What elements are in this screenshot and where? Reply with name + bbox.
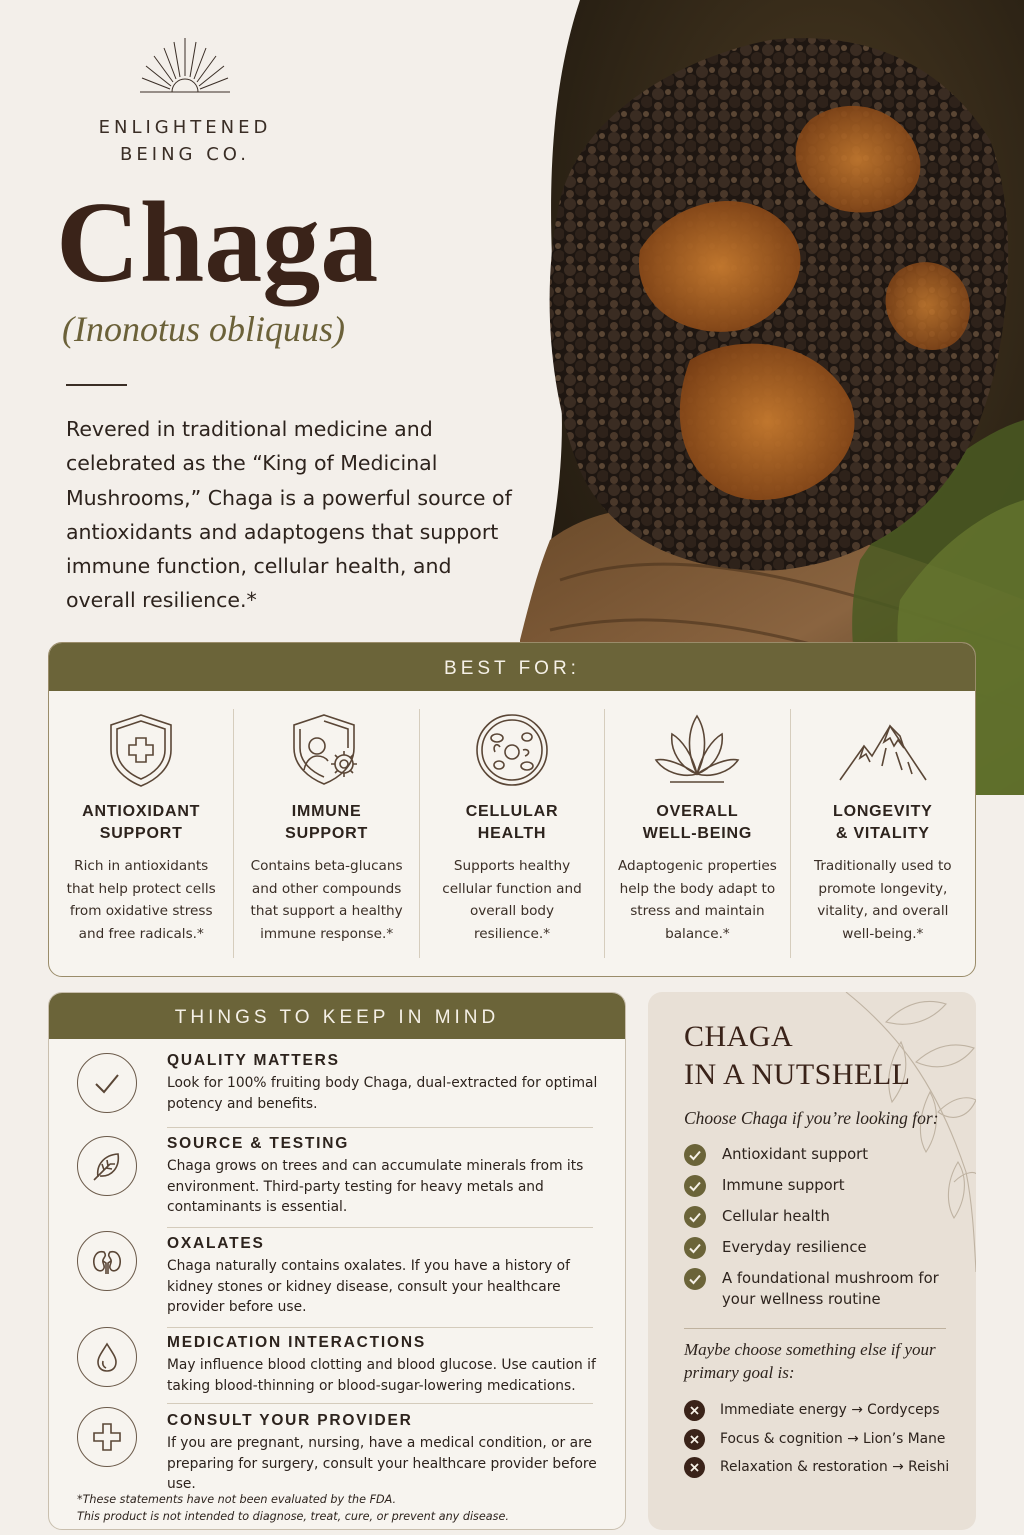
best-for-item-longevity (791, 709, 975, 958)
best-for-desc: Supports healthy cellular function and overall body resilience.* (442, 858, 582, 942)
list-item-label: Immune support (722, 1177, 845, 1194)
list-item (684, 1429, 974, 1449)
best-for-title: IMMUNE SUPPORT (285, 803, 369, 842)
mountain-icon (801, 713, 965, 787)
check-icon (684, 1237, 706, 1259)
x-icon (684, 1429, 705, 1450)
list-item (684, 1457, 974, 1477)
disclaimer-line: *These statements have not been evaluated by the FDA. (77, 1493, 397, 1506)
check-icon (684, 1206, 706, 1228)
list-item-label: Relaxation & restoration → Reishi (720, 1459, 950, 1475)
list-item-label: Cellular health (722, 1208, 830, 1225)
list-item (684, 1206, 964, 1227)
keep-item-body: Chaga naturally contains oxalates. If you have a history of kidney stones or kidney disease, consult your healthcare provider before use. (167, 1258, 570, 1315)
choose-prompt: Choose Chaga if you’re looking for: (684, 1108, 939, 1128)
x-icon (684, 1400, 705, 1421)
best-for-title: OVERALL WELL-BEING (642, 803, 753, 842)
best-for-title: ANTIOXIDANT SUPPORT (82, 803, 201, 842)
medical-cross-icon (77, 1407, 137, 1467)
fda-disclaimer (77, 1491, 617, 1525)
list-item (684, 1144, 964, 1165)
keep-item-title: OXALATES (167, 1235, 265, 1252)
best-for-desc: Adaptogenic properties help the body adapt to stress and maintain balance.* (618, 858, 777, 942)
divider (167, 1227, 593, 1228)
choose-list (684, 1144, 964, 1320)
alternative-prompt: Maybe choose something else if your primary goal is: (684, 1340, 936, 1382)
brand-name: ENLIGHTENED BEING CO. (98, 117, 272, 165)
best-for-desc: Traditionally used to promote longevity, vitality, and overall well-being.* (814, 858, 952, 942)
keep-item-title: CONSULT YOUR PROVIDER (167, 1412, 413, 1429)
keep-in-mind-header: THINGS TO KEEP IN MIND (49, 993, 625, 1039)
list-item (684, 1175, 964, 1196)
checkmark-icon (77, 1053, 137, 1113)
keep-item-body: If you are pregnant, nursing, have a medical condition, or are preparing for surgery, consult your healthcare provider before use. (167, 1435, 597, 1492)
best-for-title: LONGEVITY & VITALITY (833, 803, 933, 842)
best-for-item-wellbeing (605, 709, 790, 958)
best-for-item-antioxidant (49, 709, 234, 958)
divider (167, 1327, 593, 1328)
nutshell-panel (648, 992, 976, 1530)
check-icon (684, 1268, 706, 1290)
shield-gear-icon (244, 713, 408, 787)
lotus-icon (615, 713, 779, 787)
divider (684, 1328, 946, 1329)
list-item-label: Everyday resilience (722, 1239, 867, 1256)
list-item (684, 1237, 964, 1258)
page-title: Chaga (56, 179, 379, 307)
keep-item-body: May influence blood clotting and blood glucose. Use caution if taking blood-thinning or blood-sugar-lowering medications. (167, 1357, 596, 1394)
best-for-header: BEST FOR: (49, 643, 975, 691)
shield-cross-icon (59, 713, 223, 787)
check-icon (684, 1175, 706, 1197)
check-icon (684, 1144, 706, 1166)
keep-item-body: Chaga grows on trees and can accumulate minerals from its environment. Third-party testing for heavy metals and contaminants is essential. (167, 1158, 584, 1215)
divider (167, 1403, 593, 1404)
divider (167, 1127, 593, 1128)
sunrise-logo-icon (130, 36, 240, 98)
best-for-panel (48, 642, 976, 977)
divider (66, 384, 127, 386)
best-for-item-immune (234, 709, 419, 958)
list-item (684, 1268, 964, 1310)
nutshell-title (684, 1018, 911, 1094)
drop-icon (77, 1327, 137, 1387)
nutshell-title-line: IN A NUTSHELL (684, 1058, 911, 1091)
list-item-label: Immediate energy → Cordyceps (720, 1402, 940, 1418)
leaf-icon (77, 1136, 137, 1196)
keep-item-title: MEDICATION INTERACTIONS (167, 1334, 426, 1351)
best-for-title: CELLULAR HEALTH (465, 803, 559, 842)
alternative-list (684, 1400, 974, 1486)
scientific-name: (Inonotus obliquus) (62, 309, 345, 349)
keep-in-mind-panel (48, 992, 626, 1530)
x-icon (684, 1457, 705, 1478)
list-item-label: Antioxidant support (722, 1146, 869, 1163)
keep-item-body: Look for 100% fruiting body Chaga, dual-extracted for optimal potency and benefits. (167, 1075, 598, 1112)
best-for-desc: Contains beta-glucans and other compounds that support a healthy immune response.* (250, 858, 403, 942)
list-item (684, 1400, 974, 1420)
intro-paragraph: Revered in traditional medicine and celebrated as the “King of Medicinal Mushrooms,” Chaga is a powerful source of antioxidants and adaptogens that support immune function, cellular health, and overall resilience.* (66, 417, 512, 613)
best-for-desc: Rich in antioxidants that help protect cells from oxidative stress and free radicals.* (66, 858, 216, 942)
keep-item-title: QUALITY MATTERS (167, 1052, 340, 1069)
list-item-label: Focus & cognition → Lion’s Mane (720, 1430, 946, 1447)
disclaimer-line: This product is not intended to diagnose, treat, cure, or prevent any disease. (77, 1510, 509, 1523)
kidney-icon (77, 1231, 137, 1291)
cell-icon (430, 713, 594, 787)
keep-item-title: SOURCE & TESTING (167, 1135, 350, 1152)
nutshell-title-line: CHAGA (684, 1020, 794, 1053)
list-item-label: A foundational mushroom for your wellness routine (722, 1270, 939, 1308)
best-for-item-cellular (420, 709, 605, 958)
